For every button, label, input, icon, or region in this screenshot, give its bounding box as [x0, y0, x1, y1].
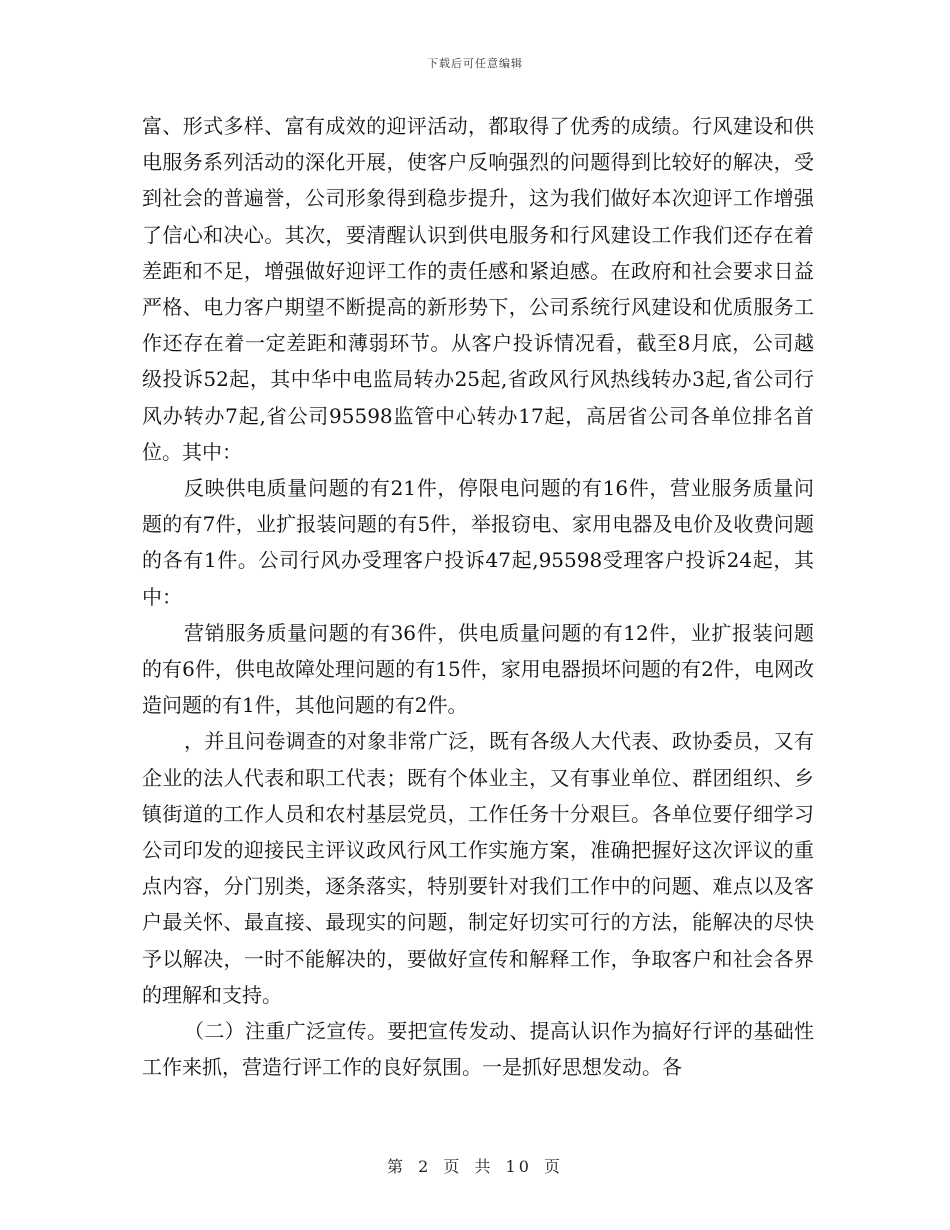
paragraph-5: （二）注重广泛宣传。要把宣传发动、提高认识作为搞好行评的基础性工作来抓，营造行评工作的良好氛围。一是抓好思想发动。各 [142, 1019, 814, 1080]
paragraph-3: 营销服务质量问题的有36件，供电质量问题的有12件，业扩报装问题的有6件，供电故障处理问题的有15件，家用电器损坏问题的有2件，电网改造问题的有1件，其他问题的有2件。 [142, 620, 814, 718]
page-number-footer: 第 2 页 共 10 页 [387, 1157, 563, 1176]
document-body [142, 108, 814, 1085]
page-header-note: 下载后可任意编辑 [427, 57, 523, 70]
paragraph-4: ，并且问卷调查的对象非常广泛，既有各级人大代表、政协委员，又有企业的法人代表和职工代表；既有个体业主，又有事业单位、群团组织、乡镇街道的工作人员和农村基层党员，工作任务十分艰巨。各单位要仔细学习公司印发的迎接民主评议政风行风工作实施方案，准确把握好这次评议的重点内容，分门别类，逐条落实，特别要针对我们工作中的问题、难点以及客户最关怀、最直接、最现实的问题，制定好切实可行的方法，能解决的尽快予以解决，一时不能解决的，要做好宣传和解释工作，争取客户和社会各界的理解和支持。 [142, 729, 814, 1007]
paragraph-1: 富、形式多样、富有成效的迎评活动，都取得了优秀的成绩。行风建设和供电服务系列活动的深化开展，使客户反响强烈的问题得到比较好的解决，受到社会的普遍誉，公司形象得到稳步提升，这为我们做好本次迎评工作增强了信心和决心。其次，要清醒认识到供电服务和行风建设工作我们还存在着差距和不足，增强做好迎评工作的责任感和紧迫感。在政府和社会要求日益严格、电力客户期望不断提高的新形势下，公司系统行风建设和优质服务工作还存在着一定差距和薄弱环节。从客户投诉情况看，截至8月底，公司越级投诉52起，其中华中电监局转办25起,省政风行风热线转办3起,省公司行风办转办7起,省公司95598监管中心转办17起，高居省公司各单位排名首位。其中： [142, 114, 814, 464]
paragraph-2: 反映供电质量问题的有21件，停限电问题的有16件，营业服务质量问题的有7件，业扩报装问题的有5件，举报窃电、家用电器及电价及收费问题的各有1件。公司行风办受理客户投诉47起,95598受理客户投诉24起，其中： [142, 476, 814, 609]
